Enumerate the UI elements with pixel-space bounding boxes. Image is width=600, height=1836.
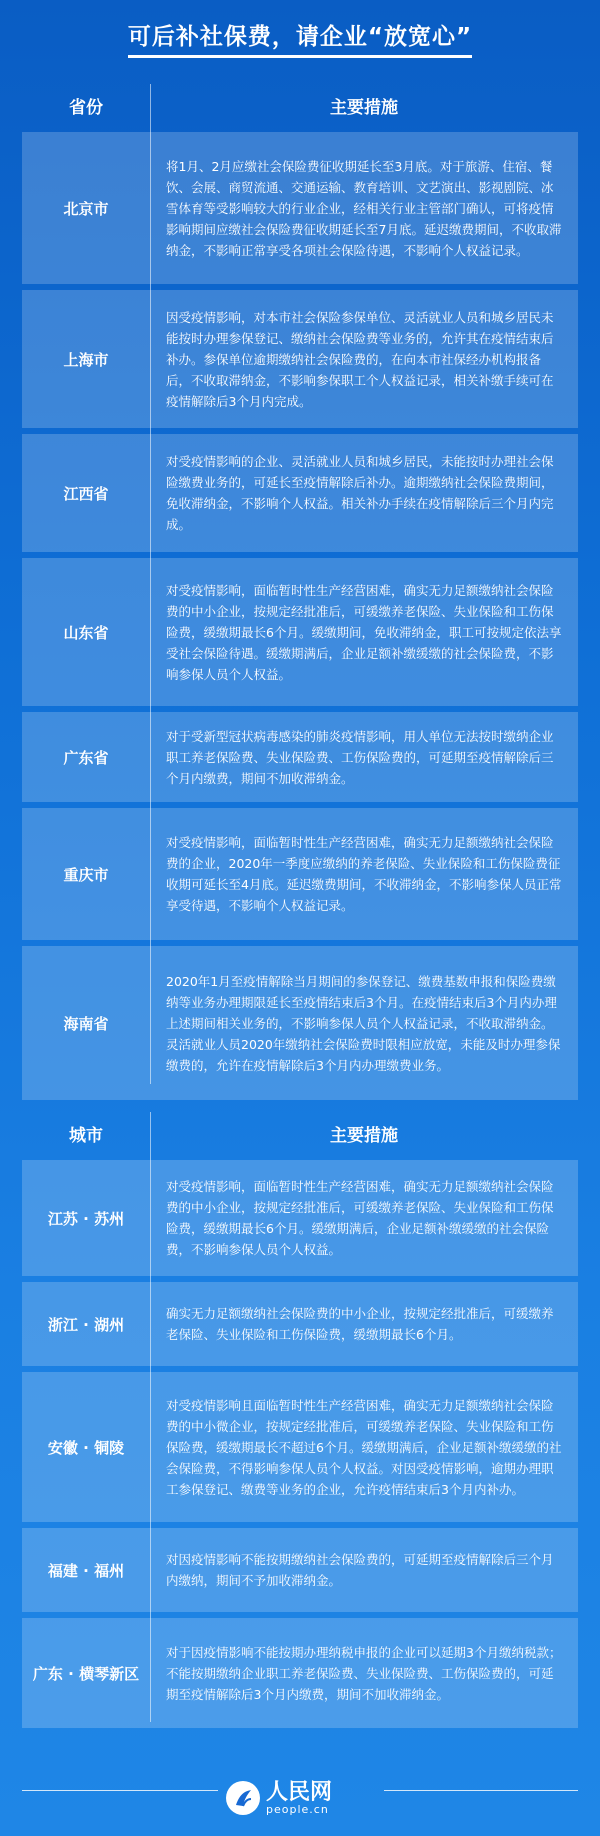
row-text: 对受疫情影响，面临暂时性生产经营困难，确实无力足额缴纳社会保险费的企业，2020年一季度应缴纳的养老保险、失业保险和工伤保险费征收期可延长至4月底。延迟缴费期间，不收滞纳金，不影响参保人员正常享受待遇，不影响个人权益记录。 <box>166 835 562 913</box>
table-row <box>22 290 578 428</box>
row-text: 对因疫情影响不能按期缴纳社会保险费的，可延期至疫情解除后三个月内缴纳，期间不予加收滞纳金。 <box>166 1552 554 1588</box>
table-row <box>22 808 578 940</box>
cities-header <box>22 1112 578 1154</box>
row-name: 山东省 <box>63 623 109 642</box>
table-row <box>22 558 578 706</box>
row-name: 广东 · 横琴新区 <box>32 1664 140 1683</box>
row-name: 江西省 <box>63 484 109 503</box>
table-row <box>22 132 578 284</box>
row-name: 广东省 <box>63 748 109 767</box>
header-measures: 主要措施 <box>330 97 398 118</box>
row-text: 对受疫情影响，面临暂时性生产经营困难，确实无力足额缴纳社会保险费的中小企业，按规定经批准后，可缓缴养老保险、失业保险和工伤保险费，缓缴期最长6个月。缓缴期满后，企业足额补缴缓缴的社会保险费，不影响参保人员个人权益。 <box>166 1179 554 1257</box>
header-city: 城市 <box>69 1125 103 1146</box>
row-text: 对于因疫情影响不能按期办理纳税申报的企业可以延期3个月缴纳税款；不能按期缴纳企业职工养老保险费、失业保险费、工伤保险费的，可延期至疫情解除后3个月内缴费，期间不加收滞纳金。 <box>166 1644 562 1702</box>
footer-divider-right <box>384 1790 578 1791</box>
people-logo-icon <box>226 1781 260 1815</box>
row-text: 对受疫情影响的企业、灵活就业人员和城乡居民，未能按时办理社会保险缴费业务的，可延长至疫情解除后补办。逾期缴纳社会保险费期间，免收滞纳金，不影响个人权益。相关补办手续在疫情解除后三个月内完成。 <box>166 454 554 532</box>
title-area <box>0 0 600 70</box>
row-name: 福建 · 福州 <box>47 1561 125 1580</box>
row-name: 江苏 · 苏州 <box>47 1209 125 1228</box>
row-name: 海南省 <box>63 1014 109 1033</box>
table-row <box>22 712 578 802</box>
logo-name: 人民网 <box>266 1778 333 1805</box>
cities-table <box>22 1112 578 1702</box>
table-row <box>22 434 578 552</box>
header-province: 省份 <box>69 97 103 118</box>
row-text: 对受疫情影响，面临暂时性生产经营困难，确实无力足额缴纳社会保险费的中小企业，按规定经批准后，可缓缴养老保险、失业保险和工伤保险费，缓缴期最长6个月。缓缴期间，免收滞纳金，职工可按规定依法享受社会保险待遇。缓缴期满后，企业足额补缴缓缴的社会保险费，不影响参保人员个人权益。 <box>166 582 562 682</box>
people-cn-logo <box>226 1770 376 1826</box>
table-row <box>22 1372 578 1522</box>
page-title: 可后补社保费，请企业“放宽心” <box>128 18 472 58</box>
row-text: 因受疫情影响，对本市社会保险参保单位、灵活就业人员和城乡居民未能按时办理参保登记、缴纳社会保险费等业务的，允许其在疫情结束后补办。参保单位逾期缴纳社会保险费的，在向本市社保经办机构报备后，不收取滞纳金，不影响参保职工个人权益记录，相关补缴手续可在疫情解除后3个月内完成。 <box>166 309 554 409</box>
row-name: 上海市 <box>63 350 109 369</box>
row-name: 浙江 · 湖州 <box>47 1315 125 1334</box>
footer <box>0 1770 600 1826</box>
logo-url: people.cn <box>266 1803 329 1817</box>
provinces-table <box>22 84 578 1073</box>
row-text: 对于受新型冠状病毒感染的肺炎疫情影响，用人单位无法按时缴纳企业职工养老保险费、失业保险费、工伤保险费的，可延期至疫情解除后三个月内缴费，期间不加收滞纳金。 <box>166 728 554 786</box>
header-measures: 主要措施 <box>330 1125 398 1146</box>
row-name: 北京市 <box>63 199 109 218</box>
table-row <box>22 1528 578 1612</box>
row-text: 2020年1月至疫情解除当月期间的参保登记、缴费基数申报和保险费缴纳等业务办理期限延长至疫情结束后3个月。在疫情结束后3个月内办理上述期间相关业务的，不影响参保人员个人权益记录，不收取滞纳金。灵活就业人员2020年缴纳社会保险费时限相应放宽，未能及时办理参保缴费的，允许在疫情解除后3个月内办理缴费业务。 <box>166 973 561 1073</box>
table-row <box>22 946 578 1100</box>
row-name: 重庆市 <box>63 865 109 884</box>
row-text: 对受疫情影响且面临暂时性生产经营困难，确实无力足额缴纳社会保险费的中小微企业，按规定经批准后，可缓缴养老保险、失业保险和工伤保险费，缓缴期最长不超过6个月。缓缴期满后，企业足额补缴缓缴的社会保险费，不得影响参保人员个人权益。对因受疫情影响，逾期办理职工参保登记、缴费等业务的企业，允许疫情结束后3个月内补办。 <box>166 1397 562 1497</box>
table-row <box>22 1160 578 1276</box>
table-row <box>22 1282 578 1366</box>
provinces-header <box>22 84 578 126</box>
footer-divider-left <box>22 1790 218 1791</box>
row-name: 安徽 · 铜陵 <box>47 1438 125 1457</box>
table-row <box>22 1618 578 1728</box>
row-text: 确实无力足额缴纳社会保险费的中小企业，按规定经批准后，可缓缴养老保险、失业保险和工伤保险费，缓缴期最长6个月。 <box>166 1306 554 1342</box>
row-text: 将1月、2月应缴社会保险费征收期延长至3月底。对于旅游、住宿、餐饮、会展、商贸流通、交通运输、教育培训、文艺演出、影视剧院、冰雪体育等受影响较大的行业企业，经相关行业主管部门确认，可将疫情影响期间应缴社会保险费征收期延长至7月底。延迟缴费期间，不收取滞纳金，不影响正常享受各项社会保险待遇，不影响个人权益记录。 <box>166 158 562 258</box>
